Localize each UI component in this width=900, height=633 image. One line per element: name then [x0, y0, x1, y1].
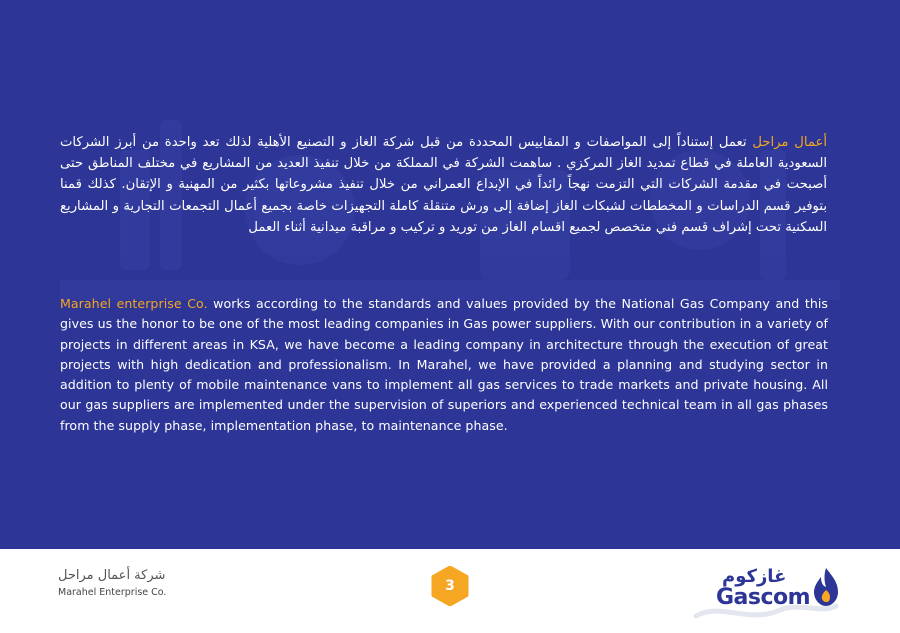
english-description — [60, 294, 828, 436]
english-company-highlight: Marahel enterprise Co. — [60, 296, 208, 311]
logo-arabic-text: غازكوم — [722, 566, 787, 587]
company-name — [58, 568, 188, 598]
arabic-description — [60, 132, 827, 238]
arabic-company-highlight: أعمال مراحل — [752, 135, 827, 150]
company-name-arabic: شركة أعمال مراحل — [58, 568, 166, 583]
logo-english-text: Gascom — [716, 585, 811, 610]
gascom-logo — [690, 560, 850, 626]
page-number: 3 — [445, 578, 455, 594]
english-paragraph-text: works according to the standards and values provided by the National Gas Company and this gives us the honor to be one of the most leading companies in Gas power suppliers. With our contribution in a variety of projects in different areas in KSA, we have become a leading company in architecture through the execution of great projects with high dedication and professionalism. In Marahel, we have provided a planning and studying sector in addition to plenty of mobile maintenance vans to implement all gas services to trade markets and private housing. All our gas suppliers are implemented under the supervision of superiors and experienced technical team in all gas phases from the supply phase, implementation phase, to maintenance phase. — [60, 296, 829, 433]
company-name-english: Marahel Enterprise Co. — [58, 587, 167, 598]
page-number-badge — [430, 566, 470, 606]
logo-watermark-icon — [690, 596, 840, 624]
arabic-paragraph-text: تعمل إستناداً إلى المواصفات و المقاييس المحددة من قبل شركة الغاز و التصنيع الأهلية لذلك تعد واحدة من أبرز الشركات السعودية العاملة في قطاع تمديد الغاز المركزي . ساهمت الشركة في المملكة من خلال تنفيذ العديد من المشاريع في مختلف المناطق حتى أصبحت في مقدمة الشركات التي التزمت نهجاً رائداً في الإبداع العمراني من خلال تنفيذ مشروعاتها بكثير من المهنية و الإتقان. كذلك قمنا بتوفير قسم الدراسات و المخططات لشبكات الغاز إضافة إلى ورش متنقلة كاملة التجهيزات خاصة بجميع أعمال التجمعات التجارية و المشاريع السكنية تحت إشراف قسم فني متخصص لجميع اقسام الغاز من توريد و تركيب و مراقبة ميدانية أثناء العمل — [60, 135, 827, 235]
